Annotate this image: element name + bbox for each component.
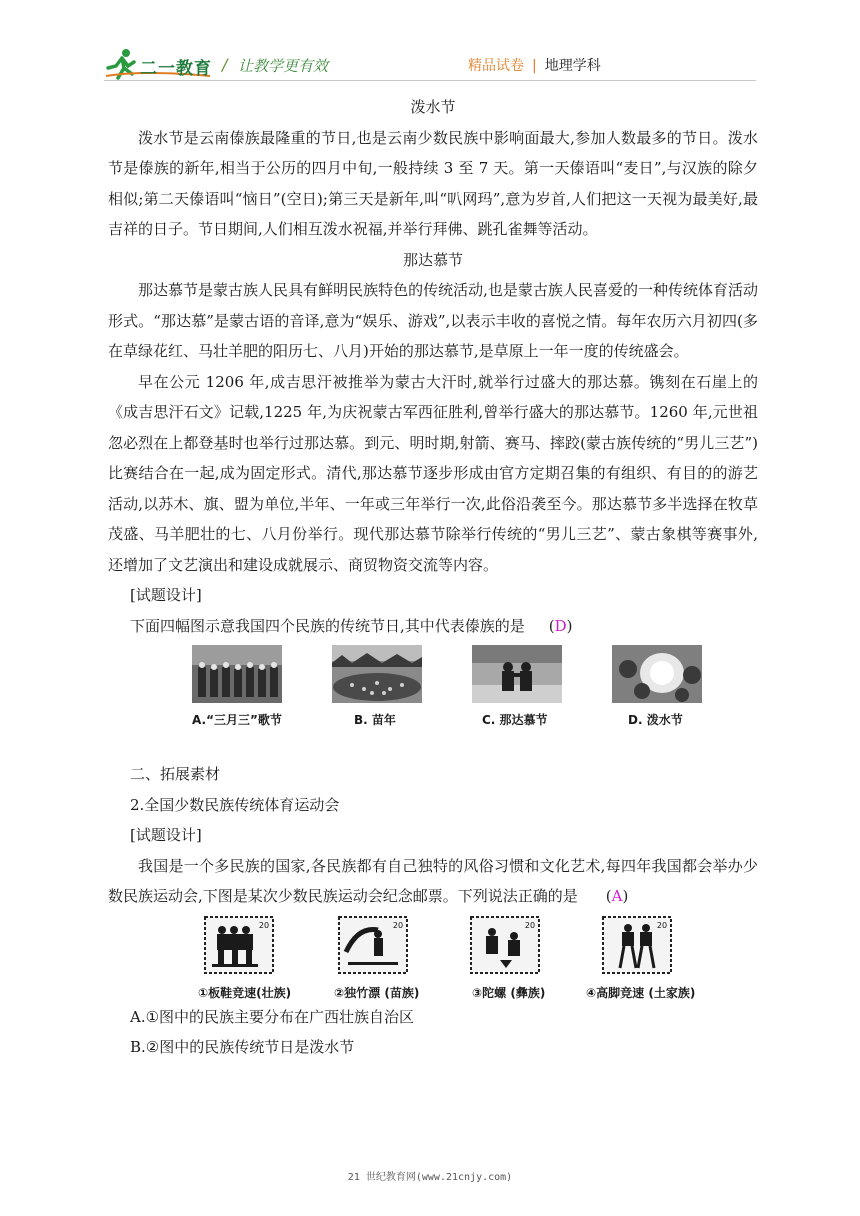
stamp-caption-3: ③陀螺 (彝族) bbox=[472, 985, 546, 1000]
question-1-answer: D bbox=[554, 616, 567, 635]
image-caption-a: A.“三月三”歌节 bbox=[192, 713, 282, 727]
stamp-spinning-top-icon bbox=[470, 916, 540, 974]
paragraph-naadam-1: 那达慕节是蒙古族人民具有鲜明民族特色的传统活动,也是蒙古族人民喜爱的一种传统体育活动形式。“那达慕”是蒙古语的音译,意为“娱乐、游戏”,以表示丰收的喜悦之情。每年农历六月初四(多在草绿花红、马壮羊肥的阳历七、八月)开始的那达慕节,是草原上一年一度的传统盛会。 bbox=[108, 281, 758, 360]
water-splash-festival-photo-icon bbox=[612, 645, 702, 703]
stamp-bamboo-drifting-icon bbox=[338, 916, 408, 974]
paragraph-naadam-2: 早在公元 1206 年,成吉思汗被推举为蒙古大汗时,就举行过盛大的那达慕。镌刻在石崖上的《成吉思汗石文》记载,1225 年,为庆祝蒙古军西征胜利,曾举行盛大的那达慕节。1260 年,元世祖忽必烈在上都登基时也举行过那达慕。到元、明时期,射箭、赛马、摔跤(蒙古族传统的“男儿三艺”)比赛结合在一起,成为固定形式。清代,那达慕节逐步形成由官方定期召集的有组织、有目的的游艺活动,以苏木、旗、盟为单位,半年、一年或三年举行一次,此俗沿袭至今。那达慕节多半选择在牧草茂盛、马羊肥壮的七、八月份举行。现代那达慕节除举行传统的“男儿三艺”、蒙古象棋等赛事外,还增加了文艺演出和建设成就展示、商贸物资交流等内容。 bbox=[108, 372, 758, 574]
question-2-text: 我国是一个多民族的国家,各民族都有自己独特的风俗习惯和文化艺术,每四年我国都会举办少数民族运动会,下图是某次少数民族运动会纪念邮票。下列说法正确的是 bbox=[108, 856, 758, 905]
header-tag-exam: 精品试卷 bbox=[468, 58, 524, 74]
stamp-value-1: 20 bbox=[258, 920, 270, 930]
q2-paren-close: ) bbox=[622, 887, 629, 905]
stamp-caption-2: ②独竹漂 (苗族) bbox=[334, 985, 420, 1000]
section-heading-2: 二、拓展素材 bbox=[130, 765, 221, 783]
q1-paren-open: ( bbox=[548, 616, 555, 635]
header-right bbox=[468, 55, 601, 75]
miao-new-year-photo-icon bbox=[332, 645, 422, 703]
section-title-naadam: 那达慕节 bbox=[402, 250, 463, 269]
stamp-images bbox=[108, 916, 758, 1002]
header-tag-subject: 地理学科 bbox=[544, 58, 601, 74]
item-heading-2: 2.全国少数民族传统体育运动会 bbox=[130, 795, 340, 814]
stamp-value-3: 20 bbox=[524, 920, 536, 930]
q2-paren-open: ( bbox=[605, 887, 612, 905]
stamp-stilt-race-icon bbox=[602, 916, 672, 974]
question-1-text: 下面四幅图示意我国四个民族的传统节日,其中代表傣族的是 bbox=[130, 616, 525, 635]
song-festival-photo-icon bbox=[192, 645, 282, 703]
header-rule bbox=[104, 80, 756, 81]
design-label-2: [试题设计] bbox=[130, 826, 202, 844]
option-b: B.②图中的民族传统节日是泼水节 bbox=[130, 1038, 355, 1056]
document-body bbox=[108, 92, 758, 1063]
page-header bbox=[0, 0, 860, 80]
image-caption-b: B. 苗年 bbox=[354, 713, 396, 727]
image-caption-d: D. 泼水节 bbox=[628, 713, 683, 727]
q1-paren-close: ) bbox=[566, 616, 573, 635]
naadam-photo-icon bbox=[472, 645, 562, 703]
slogan: 让教学更有效 bbox=[238, 57, 329, 75]
stamp-caption-1: ①板鞋竞速(壮族) bbox=[198, 985, 292, 1000]
stamp-board-shoe-race-icon bbox=[204, 916, 274, 974]
paragraph-water-festival: 泼水节是云南傣族最隆重的节日,也是云南少数民族中影响面最大,参加人数最多的节日。泼水节是傣族的新年,相当于公历的四月中旬,一般持续 3 至 7 天。第一天傣语叫“麦日”,与汉族的除夕相似;第二天傣语叫“恼日”(空日);第三天是新年,叫“叭网玛”,意为岁首,人们把这一天视为最美好,最吉祥的日子。节日期间,人们相互泼水祝福,并举行拜佛、跳孔雀舞等活动。 bbox=[108, 128, 758, 238]
question-2 bbox=[108, 851, 758, 912]
stamp-caption-4: ④高脚竞速 (土家族) bbox=[586, 985, 696, 1000]
festival-images bbox=[108, 645, 758, 729]
brand-name: 二一教育 bbox=[140, 59, 212, 79]
page-footer: 21 世纪教育网(www.21cnjy.com) bbox=[347, 1172, 513, 1183]
section-title-water-festival: 泼水节 bbox=[410, 98, 456, 116]
question-2-answer: A bbox=[611, 887, 623, 905]
header-divider: | bbox=[532, 58, 537, 74]
slogan-separator: / bbox=[222, 55, 228, 74]
stamp-value-2: 20 bbox=[392, 920, 404, 930]
design-label-1: [试题设计] bbox=[130, 586, 202, 604]
option-a: A.①图中的民族主要分布在广西壮族自治区 bbox=[130, 1007, 415, 1026]
stamp-value-4: 20 bbox=[656, 920, 668, 930]
image-caption-c: C. 那达慕节 bbox=[482, 713, 548, 727]
question-1 bbox=[108, 611, 758, 642]
